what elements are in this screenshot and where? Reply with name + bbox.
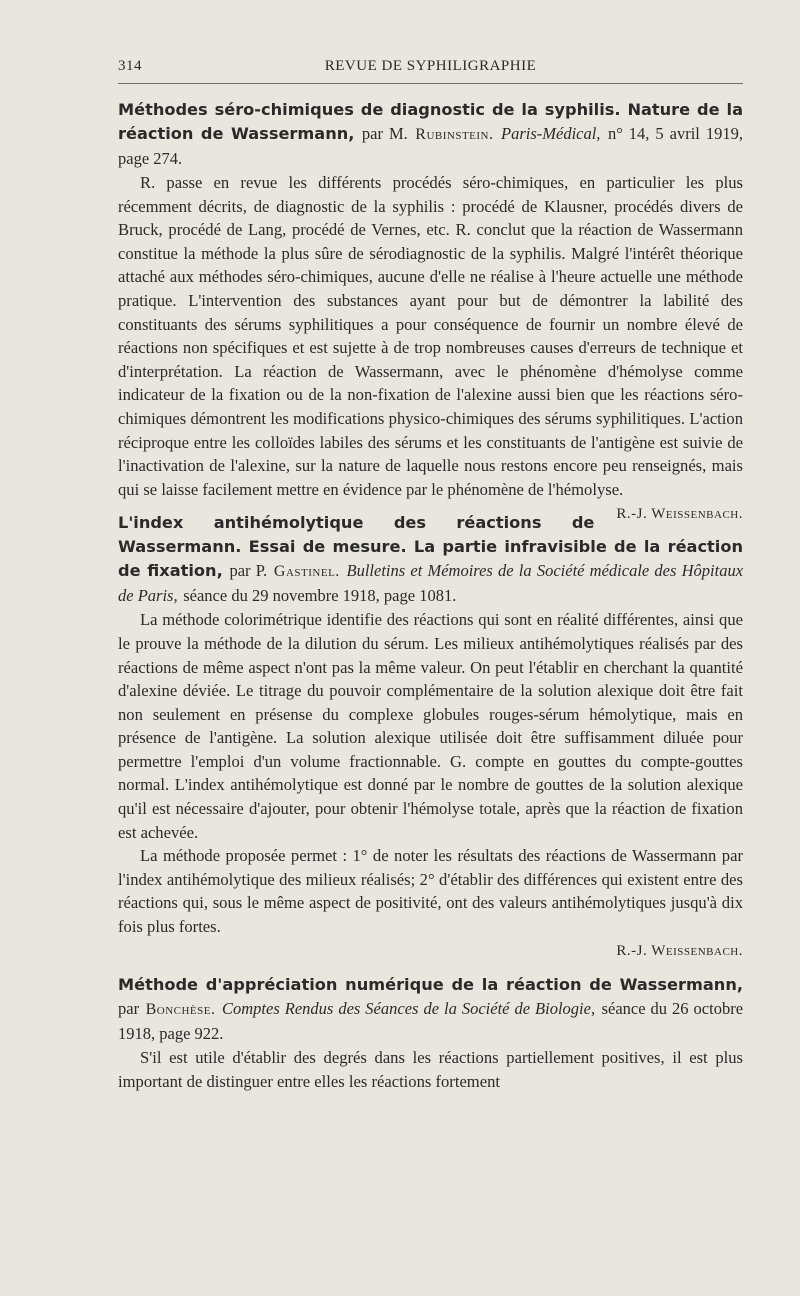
article-1-author: Rubinstein. [415, 126, 494, 143]
article-1-ref: n° 14, 5 avril 1919, page 274. [118, 124, 743, 168]
article-2-paragraph-2: La méthode proposée permet : 1° de noter les résultats des réactions de Wassermann par l'index antihémolytique des milieux réalisés; 2° d'établir des différences qui existent entre des réactions qui, sous le même aspect de positivité, ont des valeurs antihémolytiques jusqu'à dix fois plus fortes. [118, 846, 743, 937]
article-2-signature [118, 939, 743, 964]
article-3-journal: Comptes Rendus des Séances de la Société de Biologie, [222, 999, 596, 1019]
article-2-by: par P. [229, 561, 268, 581]
article-1-by: par M. [361, 124, 408, 143]
article-1-journal: Paris-Médical, [501, 124, 601, 143]
article-2-ref: séance du 29 novembre 1918, page 1081. [183, 586, 457, 606]
running-header [118, 58, 743, 84]
article-1-paragraph-1 [118, 171, 743, 523]
page-number: 314 [118, 58, 142, 74]
article-2-paragraph-1: La méthode colorimétrique identifie des réactions qui sont en réalité différentes, ainsi que le prouve la méthode de la dilution du sérum. Les milieux antihémolytiques réalisés par des réactions de même aspect n'ont pas la même valeur. On peut l'établir en cherchant la quantité d'alexine déviée. Le titrage du pouvoir complémentaire de la solution alexique doit être fait non seulement en présense du complexe globules rouges-sérum hémolytique, mais en présence de l'antigène. La solution alexique utilisée doit être suffisamment diluée pour permettre l'emploi d'un volume fractionnable. G. compte en gouttes du compte-gouttes normal. L'index antihémolytique est donné par le nombre de gouttes de la solution alexique qu'il est nécessaire d'ajouter, pour obtenir l'hémolyse totale, après que la réaction de fixation est achevée. [118, 610, 743, 842]
article-2-author: Gastinel. [273, 563, 340, 581]
article-3-heading [118, 973, 743, 1046]
running-title: REVUE DE SYPHILIGRAPHIE [324, 58, 537, 74]
article-3-author: Bonchèse. [145, 1001, 216, 1019]
article-3-title: Méthode d'appréciation numérique de la réaction de Wassermann, [118, 975, 743, 995]
article-3-ref: séance du 26 octobre 1918, page 922. [118, 999, 744, 1044]
article-1-title: Méthodes séro-chimiques de diagnostic de la syphilis. Nature de la réaction de Wassermann, [118, 100, 743, 143]
article-2 [118, 511, 743, 963]
signature-text: R.-J. Weissenbach. [616, 942, 743, 959]
document-page [118, 58, 743, 1093]
article-3-paragraph-1: S'il est utile d'établir des degrés dans les réactions partiellement positives, il est plus important de distinguer entre elles les réactions fortement [118, 1048, 743, 1091]
article-1-signature [594, 501, 743, 527]
article-2-title: L'index antihémolytique des réactions de Wassermann. Essai de mesure. La partie infravisible de la réaction de fixation, [118, 513, 743, 581]
article-3 [118, 973, 743, 1093]
paragraph-text: R. passe en revue les différents procédés séro-chimiques, en particulier les plus récemment décrits, de diagnostic de la syphilis : procédé de Klausner, procédés divers de Bruck, procédé de Lang, procédé de Vernes, etc. R. conclut que la réaction de Wassermann constitue la méthode la plus sûre de sérodiagnostic de la syphilis. Malgré l'intérêt théorique attaché aux méthodes séro-chimiques, aucune d'elle ne réalise à l'heure actuelle une méthode pratique. L'intervention des substances ayant pour but de démontrer la labilité des constituants des sérums syphilitiques a pour conséquence de fournir un nombre élevé de réactions non spécifiques et est sujette à de trop nombreuses causes d'erreurs de technique et d'interprétation. La réaction de Wassermann, avec le phénomène d'hémolyse comme indicateur de la fixation ou de la non-fixation de l'alexine aussi bien que les réactions séro-chimiques démontrent les modifications physico-chimiques des sérums syphilitiques. L'action réciproque entre les colloïdes labiles des sérums et les constituants de l'antigène est suivie de l'inactivation de l'alexine, sur la nature de laquelle nous restons encore peu renseignés, mais qui se laisse facilement mettre en évidence par le phénomène de l'hémolyse. [118, 173, 743, 499]
signature-text: R.-J. Weissenbach. [616, 506, 743, 523]
article-1-heading [118, 98, 743, 171]
article-1 [118, 98, 743, 523]
article-3-by: par [118, 999, 140, 1019]
article-2-journal: Bulletins et Mémoires de la Société médicale des Hôpitaux de Paris, [118, 561, 744, 606]
